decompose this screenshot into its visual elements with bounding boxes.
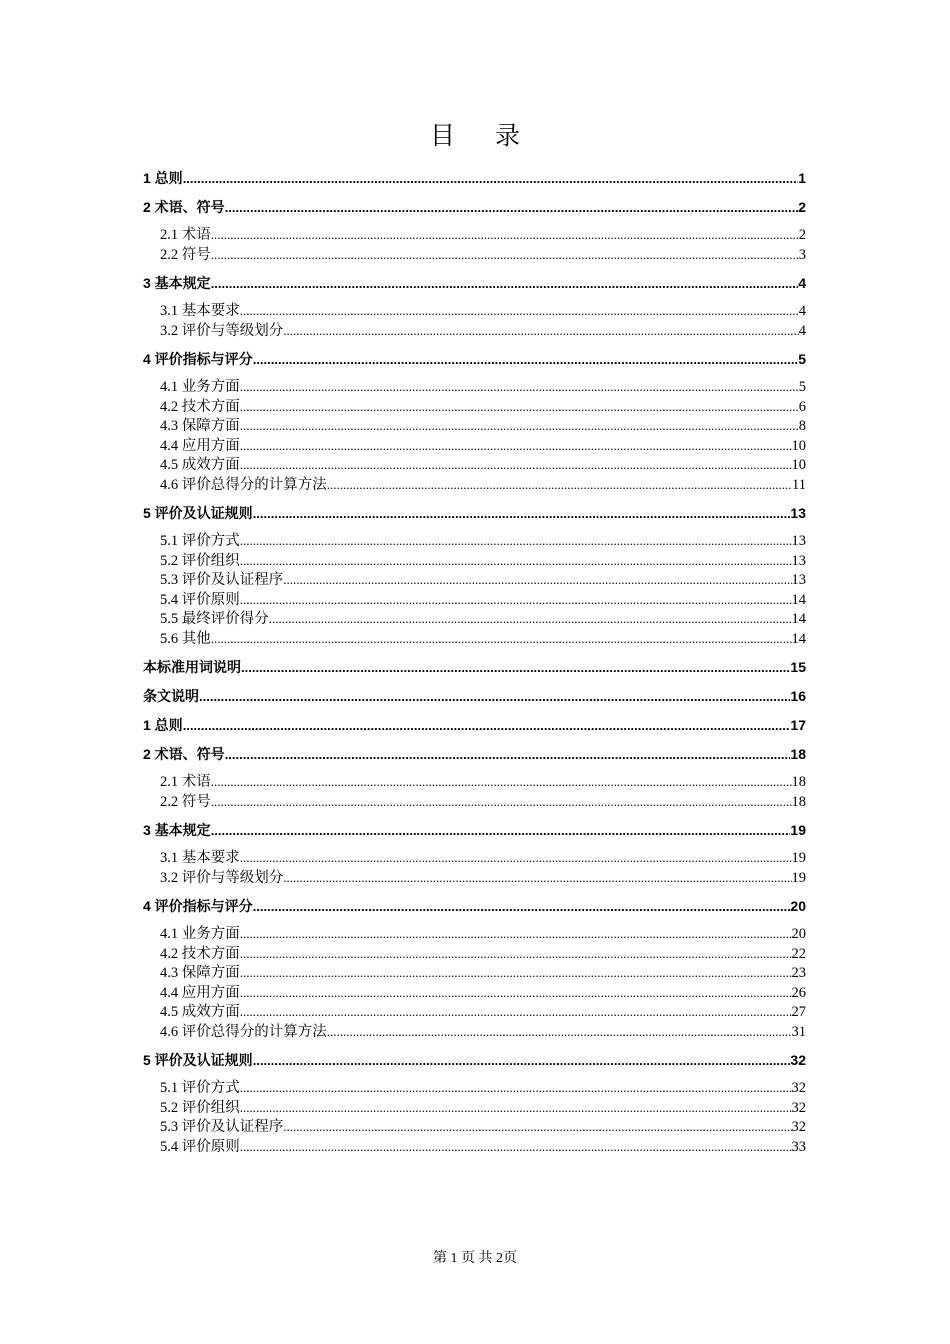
toc-leader-dots: [183, 169, 799, 188]
toc-entry-label: 5.4 评价原则: [160, 1138, 240, 1157]
toc-entry-page-number: 19: [790, 822, 806, 838]
toc-entry-page-number: 13: [792, 552, 807, 571]
toc-entry-page-number: 32: [792, 1118, 807, 1137]
toc-leader-dots: [241, 658, 790, 677]
toc-entry-label: 本标准用词说明: [143, 659, 241, 675]
toc-section-entry[interactable]: [143, 321, 806, 341]
toc-section-entry[interactable]: [143, 629, 806, 649]
toc-section-entry[interactable]: [143, 225, 806, 245]
toc-entry-page-number: 10: [792, 456, 807, 475]
toc-entry-page-number: 14: [792, 610, 807, 629]
toc-entry-page-number: 32: [792, 1099, 807, 1118]
toc-section-entry[interactable]: [143, 1002, 806, 1022]
toc-entry-page-number: 3: [799, 246, 806, 265]
table-of-contents: [143, 168, 806, 1156]
toc-entry-page-number: 17: [790, 717, 806, 733]
toc-leader-dots: [240, 963, 792, 983]
toc-entry-page-number: 13: [792, 532, 807, 551]
toc-entry-page-number: 5: [798, 351, 806, 367]
toc-entry-label: 2 术语、符号: [143, 199, 225, 215]
toc-section-entry[interactable]: [143, 944, 806, 964]
toc-entry-label: 5.1 评价方式: [160, 532, 240, 551]
toc-entry-page-number: 15: [790, 659, 806, 675]
toc-leader-dots: [240, 590, 792, 610]
toc-leader-dots: [240, 531, 792, 551]
toc-entry-page-number: 19: [792, 849, 807, 868]
toc-entry-page-number: 20: [792, 925, 807, 944]
toc-entry-label: 3.2 评价与等级划分: [160, 869, 283, 888]
toc-leader-dots: [240, 1002, 792, 1022]
toc-section-entry[interactable]: [143, 1078, 806, 1098]
toc-entry-label: 3.1 基本要求: [160, 849, 240, 868]
toc-entry-label: 2 术语、符号: [143, 746, 225, 762]
toc-leader-dots: [211, 629, 792, 649]
toc-chapter-entry[interactable]: [143, 896, 806, 916]
toc-entry-label: 5.6 其他: [160, 630, 211, 649]
toc-entry-page-number: 8: [799, 417, 806, 436]
toc-title-char-2: 录: [495, 121, 521, 150]
toc-chapter-entry[interactable]: [143, 1050, 806, 1070]
toc-leader-dots: [253, 504, 791, 523]
toc-entry-page-number: 4: [798, 275, 806, 291]
toc-leader-dots: [240, 416, 799, 436]
toc-chapter-entry[interactable]: [143, 349, 806, 369]
toc-entry-label: 3.1 基本要求: [160, 302, 240, 321]
toc-entry-page-number: 13: [790, 505, 806, 521]
toc-entry-label: 3 基本规定: [143, 275, 211, 291]
toc-leader-dots: [253, 1051, 791, 1070]
toc-leader-dots: [240, 377, 799, 397]
toc-leader-dots: [240, 551, 792, 571]
toc-leader-dots: [240, 397, 799, 417]
toc-entry-label: 4 评价指标与评分: [143, 351, 253, 367]
toc-section-entry[interactable]: [143, 983, 806, 1003]
toc-entry-label: 2.2 符号: [160, 793, 211, 812]
toc-leader-dots: [199, 687, 790, 706]
toc-entry-label: 4.4 应用方面: [160, 437, 240, 456]
toc-entry-page-number: 2: [798, 199, 806, 215]
toc-section-entry[interactable]: [143, 1022, 806, 1042]
toc-section-entry[interactable]: [143, 924, 806, 944]
toc-entry-page-number: 31: [792, 1023, 807, 1042]
toc-entry-page-number: 4: [799, 302, 806, 321]
toc-leader-dots: [183, 716, 791, 735]
toc-chapter-entry[interactable]: [143, 820, 806, 840]
toc-leader-dots: [327, 475, 792, 495]
toc-entry-label: 2.1 术语: [160, 773, 211, 792]
toc-entry-page-number: 6: [799, 398, 806, 417]
toc-leader-dots: [211, 274, 799, 293]
toc-section-entry[interactable]: [143, 416, 806, 436]
toc-leader-dots: [283, 1117, 791, 1137]
toc-entry-page-number: 33: [792, 1138, 807, 1157]
toc-entry-page-number: 10: [792, 437, 807, 456]
toc-section-entry[interactable]: [143, 772, 806, 792]
toc-entry-label: 3 基本规定: [143, 822, 211, 838]
toc-leader-dots: [283, 321, 799, 341]
toc-entry-page-number: 4: [799, 322, 806, 341]
toc-entry-page-number: 19: [792, 869, 807, 888]
toc-section-entry[interactable]: [143, 475, 806, 495]
toc-entry-label: 5.5 最终评价得分: [160, 610, 269, 629]
toc-leader-dots: [240, 436, 792, 456]
toc-entry-label: 3.2 评价与等级划分: [160, 322, 283, 341]
toc-entry-page-number: 18: [790, 746, 806, 762]
toc-entry-page-number: 16: [790, 688, 806, 704]
toc-chapter-entry[interactable]: [143, 715, 806, 735]
toc-section-entry[interactable]: [143, 455, 806, 475]
toc-entry-page-number: 11: [792, 476, 806, 495]
toc-leader-dots: [211, 772, 792, 792]
toc-section-entry[interactable]: [143, 570, 806, 590]
toc-entry-page-number: 32: [792, 1079, 807, 1098]
toc-entry-label: 4.6 评价总得分的计算方法: [160, 1023, 327, 1042]
toc-leader-dots: [240, 944, 792, 964]
toc-entry-page-number: 27: [792, 1003, 807, 1022]
toc-entry-label: 4.5 成效方面: [160, 1003, 240, 1022]
toc-entry-label: 4.1 业务方面: [160, 378, 240, 397]
toc-entry-label: 4.6 评价总得分的计算方法: [160, 476, 327, 495]
toc-section-entry[interactable]: [143, 848, 806, 868]
toc-entry-label: 5.3 评价及认证程序: [160, 1118, 283, 1137]
toc-chapter-entry[interactable]: [143, 273, 806, 293]
toc-entry-label: 1 总则: [143, 170, 183, 186]
toc-leader-dots: [240, 301, 799, 321]
toc-leader-dots: [240, 1098, 792, 1118]
toc-entry-label: 4.3 保障方面: [160, 417, 240, 436]
toc-entry-label: 5.2 评价组织: [160, 552, 240, 571]
toc-chapter-entry[interactable]: [143, 503, 806, 523]
toc-entry-label: 4.2 技术方面: [160, 398, 240, 417]
toc-entry-page-number: 5: [799, 378, 806, 397]
toc-chapter-entry[interactable]: [143, 197, 806, 217]
toc-entry-label: 4 评价指标与评分: [143, 898, 253, 914]
toc-entry-label: 5.4 评价原则: [160, 591, 240, 610]
toc-section-entry[interactable]: [143, 531, 806, 551]
toc-section-entry[interactable]: [143, 436, 806, 456]
toc-entry-page-number: 14: [792, 591, 807, 610]
toc-section-entry[interactable]: [143, 590, 806, 610]
toc-leader-dots: [269, 609, 792, 629]
toc-section-entry[interactable]: [143, 792, 806, 812]
toc-entry-label: 5.1 评价方式: [160, 1079, 240, 1098]
toc-entry-label: 4.1 业务方面: [160, 925, 240, 944]
toc-leader-dots: [327, 1022, 792, 1042]
toc-entry-label: 2.2 符号: [160, 246, 211, 265]
toc-section-entry[interactable]: [143, 377, 806, 397]
toc-section-entry[interactable]: [143, 551, 806, 571]
toc-leader-dots: [225, 198, 799, 217]
toc-section-entry[interactable]: [143, 963, 806, 983]
toc-leader-dots: [253, 350, 799, 369]
toc-entry-page-number: 32: [790, 1052, 806, 1068]
toc-leader-dots: [240, 983, 792, 1003]
toc-entry-label: 4.3 保障方面: [160, 964, 240, 983]
toc-section-entry[interactable]: [143, 1098, 806, 1118]
toc-title: [0, 116, 950, 152]
toc-leader-dots: [211, 821, 791, 840]
toc-chapter-entry[interactable]: [143, 657, 806, 677]
toc-section-entry[interactable]: [143, 301, 806, 321]
toc-leader-dots: [253, 897, 791, 916]
toc-entry-page-number: 20: [790, 898, 806, 914]
toc-leader-dots: [240, 924, 792, 944]
page-footer: 第 1 页 共 2页: [433, 1251, 517, 1266]
toc-entry-label: 1 总则: [143, 717, 183, 733]
toc-title-char-1: 目: [429, 121, 455, 150]
toc-leader-dots: [240, 848, 792, 868]
toc-chapter-entry[interactable]: [143, 744, 806, 764]
toc-section-entry[interactable]: [143, 609, 806, 629]
toc-entry-page-number: 26: [792, 984, 807, 1003]
toc-entry-label: 4.4 应用方面: [160, 984, 240, 1003]
toc-leader-dots: [211, 225, 799, 245]
toc-entry-label: 5.2 评价组织: [160, 1099, 240, 1118]
toc-section-entry[interactable]: [143, 868, 806, 888]
toc-leader-dots: [240, 1137, 792, 1157]
toc-entry-label: 5 评价及认证规则: [143, 505, 253, 521]
toc-leader-dots: [240, 455, 792, 475]
toc-entry-label: 条文说明: [143, 688, 199, 704]
toc-leader-dots: [283, 868, 791, 888]
toc-leader-dots: [225, 745, 791, 764]
toc-section-entry[interactable]: [143, 1137, 806, 1157]
toc-entry-page-number: 2: [799, 226, 806, 245]
toc-chapter-entry[interactable]: [143, 168, 806, 188]
toc-leader-dots: [240, 1078, 792, 1098]
toc-entry-label: 5 评价及认证规则: [143, 1052, 253, 1068]
toc-entry-page-number: 22: [792, 945, 807, 964]
toc-section-entry[interactable]: [143, 245, 806, 265]
toc-entry-page-number: 18: [792, 793, 807, 812]
toc-leader-dots: [211, 245, 799, 265]
toc-leader-dots: [283, 570, 791, 590]
toc-entry-page-number: 13: [792, 571, 807, 590]
toc-entry-label: 4.2 技术方面: [160, 945, 240, 964]
toc-entry-label: 5.3 评价及认证程序: [160, 571, 283, 590]
toc-entry-page-number: 23: [792, 964, 807, 983]
toc-leader-dots: [211, 792, 792, 812]
toc-entry-label: 4.5 成效方面: [160, 456, 240, 475]
toc-chapter-entry[interactable]: [143, 686, 806, 706]
toc-section-entry[interactable]: [143, 1117, 806, 1137]
toc-section-entry[interactable]: [143, 397, 806, 417]
toc-entry-page-number: 18: [792, 773, 807, 792]
toc-entry-page-number: 14: [792, 630, 807, 649]
toc-entry-label: 2.1 术语: [160, 226, 211, 245]
toc-entry-page-number: 1: [798, 170, 806, 186]
